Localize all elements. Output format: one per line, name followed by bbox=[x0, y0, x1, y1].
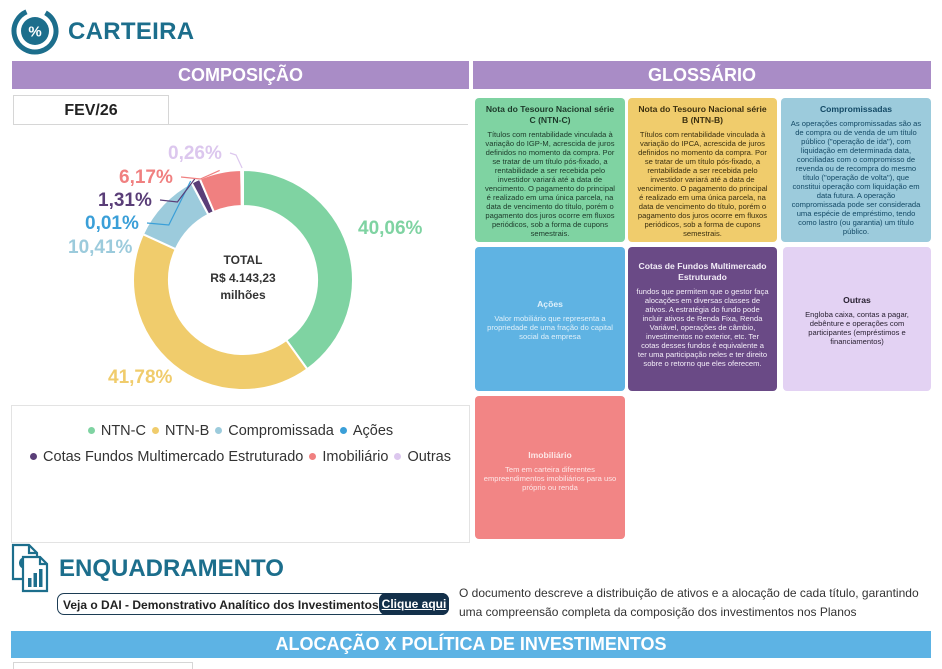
card-title: Outras bbox=[843, 295, 871, 305]
data-label-imobiliario: 6,17% bbox=[119, 167, 173, 188]
tab-divider bbox=[13, 124, 468, 125]
svg-text:%: % bbox=[28, 23, 42, 41]
dai-label: Veja o DAI - Demonstrativo Analítico dos Investimentos bbox=[63, 598, 379, 612]
slice-ntn-c[interactable] bbox=[243, 170, 353, 369]
clique-aqui-button[interactable]: Clique aqui bbox=[379, 593, 449, 615]
glossary-card-ntn-c[interactable] bbox=[475, 98, 625, 242]
enquadramento-title: ENQUADRAMENTO bbox=[59, 555, 284, 582]
legend-item-ntn-b[interactable] bbox=[152, 423, 209, 439]
card-title: Nota do Tesouro Nacional série C (NTN-C) bbox=[485, 104, 615, 125]
card-body: fundos que permitem que o gestor faça alocações em diversas classes de ativos. A estratégia do fundo pode incluir ativos de Renda Fixa, Renda Variável, operações de câmbio, investimentos no exterior, etc. Ter cotas desses fundos é equivalente a ter uma participação neles e ter direito sobre o retorno que eles oferecem. bbox=[636, 287, 769, 368]
legend-label: NTN-B bbox=[164, 423, 210, 439]
glossary-card-acoes[interactable] bbox=[475, 247, 625, 391]
card-body: Títulos com rentabilidade vinculada à variação do IPCA, acrescida de juros definidos no momento da compra. Por se tratar de um título pós-fixado, a rentabilidade a ser recebida pelo investidor variará até a data de vencimento. O pagamento do principal é realizado em uma única parcela, na data de vencimento do título, porém o pagamento dos juros ocorre em fluxos periódicos, sob a forma de cupons semestrais. bbox=[637, 130, 768, 238]
glossary-card-ntn-b[interactable] bbox=[628, 98, 777, 242]
legend-row bbox=[12, 423, 469, 439]
document-chart-icon bbox=[11, 543, 49, 593]
chart-center-unit: milhões bbox=[220, 288, 266, 302]
legend-label: Outras bbox=[407, 449, 451, 465]
legend-dot-icon bbox=[152, 427, 159, 434]
data-label-outras: 0,26% bbox=[168, 143, 222, 164]
chart-center-label: TOTAL bbox=[223, 253, 263, 267]
legend-dot-icon bbox=[309, 453, 316, 460]
glossary-band: GLOSSÁRIO bbox=[473, 61, 931, 89]
legend-dot-icon bbox=[215, 427, 222, 434]
glossary-card-compromissadas[interactable] bbox=[781, 98, 931, 242]
legend-label: Ações bbox=[352, 423, 394, 439]
tab-fev-26[interactable]: FEV/26 bbox=[13, 95, 169, 125]
glossary-card-outras[interactable] bbox=[783, 247, 931, 391]
leader-line-outras bbox=[230, 153, 242, 168]
legend-item-compromissada[interactable] bbox=[215, 423, 334, 439]
composition-band: COMPOSIÇÃO bbox=[12, 61, 469, 89]
legend-item-acoes[interactable] bbox=[340, 423, 393, 439]
glossary-card-multimercado[interactable] bbox=[628, 247, 777, 391]
chart-legend bbox=[11, 405, 470, 543]
legend-label: Compromissada bbox=[228, 423, 334, 439]
card-title: Nota do Tesouro Nacional série B (NTN-B) bbox=[638, 104, 767, 125]
data-label-acoes: 0,01% bbox=[85, 213, 139, 234]
legend-dot-icon bbox=[88, 427, 95, 434]
legend-label: NTN-C bbox=[100, 423, 146, 439]
card-body: Tem em carteira diferentes empreendimentos imobiliários para uso próprio ou renda bbox=[483, 465, 617, 492]
legend-item-ntn-c[interactable] bbox=[88, 423, 146, 439]
page-title: CARTEIRA bbox=[68, 18, 195, 45]
legend-dot-icon bbox=[340, 427, 347, 434]
percent-icon bbox=[11, 7, 59, 55]
composition-donut-chart bbox=[11, 126, 468, 404]
card-title: Compromissadas bbox=[819, 104, 893, 114]
data-label-cotas-fundos-multimercado-estruturado: 1,31% bbox=[98, 190, 152, 211]
data-label-ntn-c: 40,06% bbox=[358, 218, 423, 239]
card-body: As operações compromissadas são as de compra ou de venda de um título público ("operação de ida"), com liquidação em determinada data, conciliadas com o compromisso de revenda ou de recompra do mesmo título ("operação de volta"), que constitui operação com liquidação em data futura. A operação compromissada pode ser considerada uma espécie de empréstimo, tendo como lastro (ou garantia) um título público. bbox=[790, 119, 922, 236]
legend-row bbox=[12, 449, 469, 465]
card-title: Ações bbox=[537, 299, 563, 309]
legend-label: Imobiliário bbox=[322, 449, 389, 465]
legend-item-outras[interactable] bbox=[394, 449, 451, 465]
legend-label: Cotas Fundos Multimercado Estruturado bbox=[43, 449, 304, 465]
chart-center-value: R$ 4.143,23 bbox=[210, 271, 276, 285]
card-body: Títulos com rentabilidade vinculada à variação do IGP-M, acrescida de juros definidos no momento da compra. Por se tratar de um título pós-fixado, a rentabilidade a ser recebida pelo investidor variará até a data de vencimento. O pagamento do principal é realizado em uma única parcela, na data de vencimento do título, porém o pagamento dos juros ocorre em fluxos periódicos, sob a forma de cupons semestrais. bbox=[484, 130, 615, 238]
card-body: Valor mobiliário que representa a propriedade de uma fração do capital social da empresa bbox=[487, 314, 613, 341]
legend-dot-icon bbox=[30, 453, 37, 460]
data-label-compromissada: 10,41% bbox=[68, 237, 133, 258]
slice-outras[interactable] bbox=[241, 170, 243, 206]
legend-item-cotas-fundos-multimercado-estruturado[interactable] bbox=[30, 449, 303, 465]
data-label-ntn-b: 41,78% bbox=[108, 367, 173, 388]
card-body: Engloba caixa, contas a pagar, debênture e operações com participantes (empréstimos e financiamentos) bbox=[805, 310, 909, 346]
glossary-card-imobiliario[interactable] bbox=[475, 396, 625, 539]
enquadramento-description: O documento descreve a distribuição de ativos e a alocação de cada título, garantindo uma compreensão completa da composição dos investimentos nos Planos bbox=[459, 586, 919, 619]
dai-link-box bbox=[57, 593, 449, 615]
card-title: Imobiliário bbox=[528, 450, 572, 460]
legend-dot-icon bbox=[394, 453, 401, 460]
card-title: Cotas de Fundos Multimercado Estruturado bbox=[638, 261, 767, 282]
legend-item-imobiliario[interactable] bbox=[309, 449, 388, 465]
alocacao-band: ALOCAÇÃO X POLÍTICA DE INVESTIMENTOS bbox=[11, 631, 931, 658]
